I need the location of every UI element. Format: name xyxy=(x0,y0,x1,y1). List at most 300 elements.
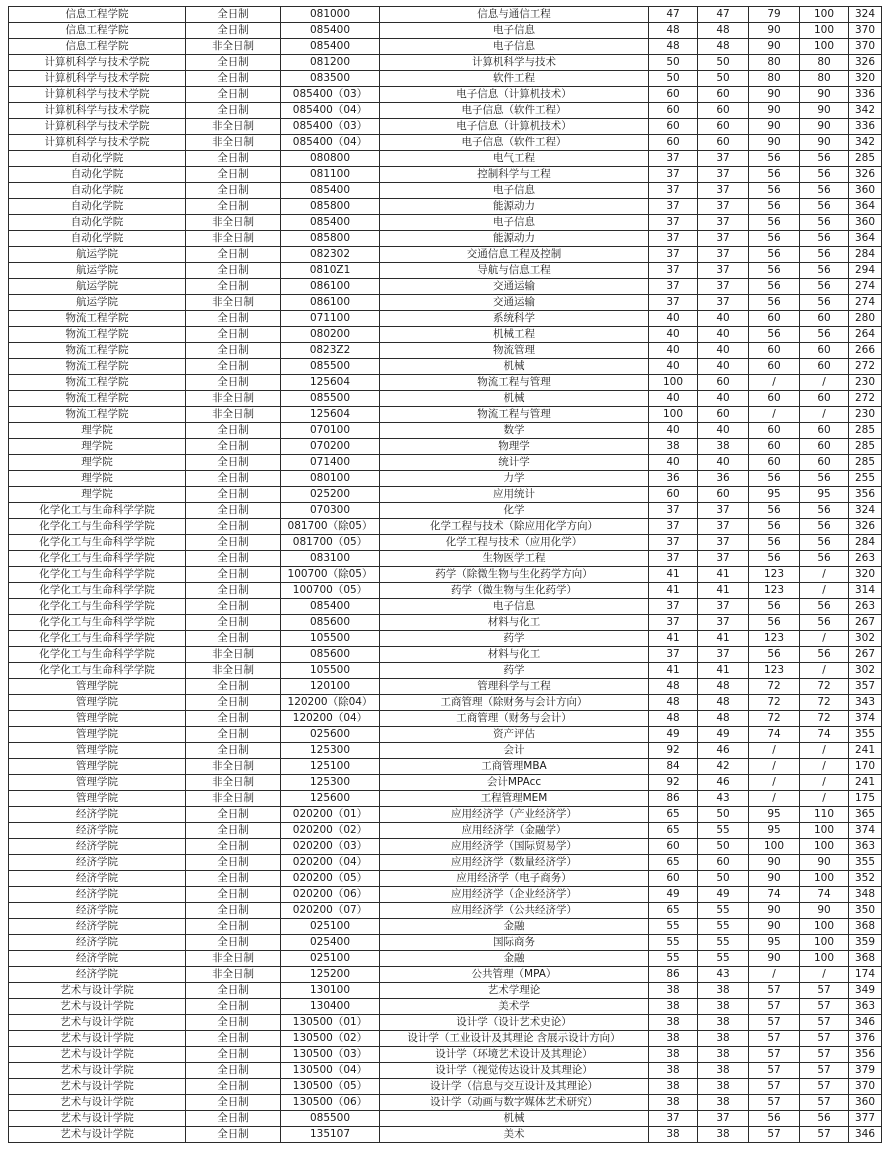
score-cell-1: 50 xyxy=(649,71,698,87)
score-cell-4: 56 xyxy=(800,199,849,215)
score-cell-1: 37 xyxy=(649,615,698,631)
major-code-cell: 081000 xyxy=(281,7,380,23)
total-score-cell: 174 xyxy=(849,967,882,983)
score-cell-4: 56 xyxy=(800,263,849,279)
table-row xyxy=(9,535,882,551)
college-cell: 化学化工与生命科学学院 xyxy=(9,551,186,567)
table-row xyxy=(9,23,882,39)
score-cell-1: 38 xyxy=(649,439,698,455)
table-row xyxy=(9,103,882,119)
study-mode-cell: 全日制 xyxy=(186,375,281,391)
score-cell-2: 38 xyxy=(698,1095,749,1111)
score-cell-2: 40 xyxy=(698,455,749,471)
score-cell-4: 90 xyxy=(800,87,849,103)
table-row xyxy=(9,1111,882,1127)
major-code-cell: 085600 xyxy=(281,615,380,631)
score-cell-1: 40 xyxy=(649,343,698,359)
study-mode-cell: 全日制 xyxy=(186,1015,281,1031)
score-cell-3: 57 xyxy=(749,1095,800,1111)
major-code-cell: 071400 xyxy=(281,455,380,471)
score-cell-2: 60 xyxy=(698,407,749,423)
score-cell-2: 38 xyxy=(698,1079,749,1095)
score-cell-3: 56 xyxy=(749,599,800,615)
score-cell-3: 90 xyxy=(749,855,800,871)
major-code-cell: 086100 xyxy=(281,295,380,311)
table-row xyxy=(9,7,882,23)
score-cell-1: 37 xyxy=(649,263,698,279)
table-row xyxy=(9,1127,882,1143)
college-cell: 艺术与设计学院 xyxy=(9,1047,186,1063)
study-mode-cell: 全日制 xyxy=(186,359,281,375)
major-name-cell: 电气工程 xyxy=(380,151,649,167)
score-cell-3: 90 xyxy=(749,871,800,887)
total-score-cell: 170 xyxy=(849,759,882,775)
score-cell-4: 56 xyxy=(800,471,849,487)
total-score-cell: 346 xyxy=(849,1015,882,1031)
college-cell: 经济学院 xyxy=(9,823,186,839)
total-score-cell: 360 xyxy=(849,215,882,231)
score-cell-1: 55 xyxy=(649,919,698,935)
score-cell-1: 60 xyxy=(649,839,698,855)
score-cell-1: 41 xyxy=(649,663,698,679)
score-cell-4: 57 xyxy=(800,983,849,999)
study-mode-cell: 全日制 xyxy=(186,1047,281,1063)
table-row xyxy=(9,759,882,775)
table-row xyxy=(9,583,882,599)
study-mode-cell: 全日制 xyxy=(186,1127,281,1143)
score-cell-1: 60 xyxy=(649,87,698,103)
major-code-cell: 085400（04） xyxy=(281,103,380,119)
total-score-cell: 346 xyxy=(849,1127,882,1143)
college-cell: 管理学院 xyxy=(9,695,186,711)
major-name-cell: 材料与化工 xyxy=(380,647,649,663)
score-cell-3: 60 xyxy=(749,391,800,407)
table-row xyxy=(9,599,882,615)
score-cell-3: 56 xyxy=(749,1111,800,1127)
score-cell-1: 86 xyxy=(649,791,698,807)
total-score-cell: 314 xyxy=(849,583,882,599)
score-cell-2: 60 xyxy=(698,103,749,119)
score-cell-2: 37 xyxy=(698,647,749,663)
study-mode-cell: 全日制 xyxy=(186,343,281,359)
score-cell-3: 57 xyxy=(749,1127,800,1143)
score-cell-1: 38 xyxy=(649,1047,698,1063)
table-row xyxy=(9,967,882,983)
score-cell-2: 50 xyxy=(698,55,749,71)
major-name-cell: 资产评估 xyxy=(380,727,649,743)
college-cell: 化学化工与生命科学学院 xyxy=(9,615,186,631)
study-mode-cell: 全日制 xyxy=(186,7,281,23)
total-score-cell: 359 xyxy=(849,935,882,951)
college-cell: 经济学院 xyxy=(9,871,186,887)
score-cell-4: 100 xyxy=(800,871,849,887)
college-cell: 化学化工与生命科学学院 xyxy=(9,631,186,647)
major-code-cell: 105500 xyxy=(281,663,380,679)
college-cell: 艺术与设计学院 xyxy=(9,983,186,999)
major-name-cell: 物流工程与管理 xyxy=(380,375,649,391)
major-code-cell: 081700（05） xyxy=(281,535,380,551)
college-cell: 计算机科学与技术学院 xyxy=(9,103,186,119)
major-code-cell: 085500 xyxy=(281,359,380,375)
major-name-cell: 电子信息（软件工程） xyxy=(380,135,649,151)
major-code-cell: 085400 xyxy=(281,215,380,231)
study-mode-cell: 全日制 xyxy=(186,855,281,871)
score-cell-2: 38 xyxy=(698,1031,749,1047)
college-cell: 自动化学院 xyxy=(9,231,186,247)
score-cell-4: 72 xyxy=(800,679,849,695)
score-cell-1: 49 xyxy=(649,887,698,903)
score-cell-1: 60 xyxy=(649,871,698,887)
college-cell: 自动化学院 xyxy=(9,151,186,167)
college-cell: 航运学院 xyxy=(9,279,186,295)
college-cell: 经济学院 xyxy=(9,839,186,855)
score-cell-2: 38 xyxy=(698,1063,749,1079)
college-cell: 经济学院 xyxy=(9,903,186,919)
major-name-cell: 电子信息 xyxy=(380,23,649,39)
total-score-cell: 320 xyxy=(849,71,882,87)
score-cell-4: 100 xyxy=(800,39,849,55)
total-score-cell: 267 xyxy=(849,615,882,631)
score-cell-1: 38 xyxy=(649,999,698,1015)
study-mode-cell: 全日制 xyxy=(186,871,281,887)
major-code-cell: 020200（06） xyxy=(281,887,380,903)
major-name-cell: 艺术学理论 xyxy=(380,983,649,999)
score-cell-3: 60 xyxy=(749,311,800,327)
college-cell: 管理学院 xyxy=(9,791,186,807)
major-name-cell: 数学 xyxy=(380,423,649,439)
score-cell-3: 100 xyxy=(749,839,800,855)
college-cell: 理学院 xyxy=(9,487,186,503)
major-code-cell: 071100 xyxy=(281,311,380,327)
score-cell-2: 55 xyxy=(698,951,749,967)
score-cell-3: 60 xyxy=(749,423,800,439)
college-cell: 物流工程学院 xyxy=(9,311,186,327)
table-row xyxy=(9,1095,882,1111)
total-score-cell: 230 xyxy=(849,375,882,391)
score-cell-1: 49 xyxy=(649,727,698,743)
score-cell-3: 74 xyxy=(749,727,800,743)
college-cell: 经济学院 xyxy=(9,919,186,935)
score-cell-3: 90 xyxy=(749,23,800,39)
score-cell-4: 56 xyxy=(800,519,849,535)
college-cell: 经济学院 xyxy=(9,855,186,871)
table-row xyxy=(9,455,882,471)
score-cell-1: 65 xyxy=(649,823,698,839)
major-code-cell: 0810Z1 xyxy=(281,263,380,279)
table-row xyxy=(9,1063,882,1079)
score-cell-3: 123 xyxy=(749,631,800,647)
score-cell-2: 50 xyxy=(698,807,749,823)
table-row xyxy=(9,839,882,855)
score-cell-1: 38 xyxy=(649,1015,698,1031)
major-code-cell: 020200（04） xyxy=(281,855,380,871)
major-name-cell: 机械工程 xyxy=(380,327,649,343)
study-mode-cell: 全日制 xyxy=(186,903,281,919)
major-name-cell: 统计学 xyxy=(380,455,649,471)
score-cell-2: 48 xyxy=(698,39,749,55)
total-score-cell: 175 xyxy=(849,791,882,807)
major-code-cell: 025100 xyxy=(281,919,380,935)
total-score-cell: 324 xyxy=(849,7,882,23)
major-name-cell: 金融 xyxy=(380,951,649,967)
score-cell-3: 57 xyxy=(749,983,800,999)
score-cell-4: 100 xyxy=(800,951,849,967)
major-name-cell: 物流管理 xyxy=(380,343,649,359)
table-row xyxy=(9,935,882,951)
major-code-cell: 120100 xyxy=(281,679,380,695)
major-name-cell: 药学 xyxy=(380,663,649,679)
major-name-cell: 公共管理（MPA） xyxy=(380,967,649,983)
score-cell-2: 38 xyxy=(698,1047,749,1063)
major-code-cell: 130500（04） xyxy=(281,1063,380,1079)
total-score-cell: 364 xyxy=(849,199,882,215)
score-cell-4: 90 xyxy=(800,855,849,871)
total-score-cell: 365 xyxy=(849,807,882,823)
score-cell-2: 37 xyxy=(698,551,749,567)
study-mode-cell: 全日制 xyxy=(186,983,281,999)
major-name-cell: 应用经济学（金融学） xyxy=(380,823,649,839)
major-code-cell: 125600 xyxy=(281,791,380,807)
score-cell-2: 38 xyxy=(698,983,749,999)
score-cell-3: 56 xyxy=(749,327,800,343)
college-cell: 艺术与设计学院 xyxy=(9,999,186,1015)
score-cell-2: 48 xyxy=(698,695,749,711)
score-cell-4: 57 xyxy=(800,1127,849,1143)
study-mode-cell: 全日制 xyxy=(186,679,281,695)
table-row xyxy=(9,615,882,631)
total-score-cell: 368 xyxy=(849,951,882,967)
score-cell-3: 90 xyxy=(749,919,800,935)
college-cell: 物流工程学院 xyxy=(9,375,186,391)
score-cell-1: 60 xyxy=(649,135,698,151)
score-cell-3: / xyxy=(749,775,800,791)
score-cell-4: 56 xyxy=(800,231,849,247)
study-mode-cell: 全日制 xyxy=(186,71,281,87)
score-cell-4: 80 xyxy=(800,55,849,71)
score-cell-1: 37 xyxy=(649,519,698,535)
total-score-cell: 355 xyxy=(849,855,882,871)
score-cell-2: 37 xyxy=(698,295,749,311)
major-code-cell: 070200 xyxy=(281,439,380,455)
score-cell-4: / xyxy=(800,407,849,423)
score-cell-2: 55 xyxy=(698,919,749,935)
major-code-cell: 130100 xyxy=(281,983,380,999)
study-mode-cell: 全日制 xyxy=(186,551,281,567)
total-score-cell: 348 xyxy=(849,887,882,903)
study-mode-cell: 全日制 xyxy=(186,535,281,551)
study-mode-cell: 非全日制 xyxy=(186,951,281,967)
major-code-cell: 130500（05） xyxy=(281,1079,380,1095)
table-row xyxy=(9,791,882,807)
college-cell: 计算机科学与技术学院 xyxy=(9,119,186,135)
score-cell-3: 56 xyxy=(749,167,800,183)
college-cell: 经济学院 xyxy=(9,967,186,983)
college-cell: 计算机科学与技术学院 xyxy=(9,87,186,103)
major-code-cell: 025400 xyxy=(281,935,380,951)
total-score-cell: 336 xyxy=(849,87,882,103)
total-score-cell: 363 xyxy=(849,999,882,1015)
college-cell: 理学院 xyxy=(9,439,186,455)
major-name-cell: 应用经济学（国际贸易学） xyxy=(380,839,649,855)
score-cell-1: 100 xyxy=(649,375,698,391)
table-row xyxy=(9,407,882,423)
major-name-cell: 能源动力 xyxy=(380,231,649,247)
college-cell: 管理学院 xyxy=(9,711,186,727)
study-mode-cell: 全日制 xyxy=(186,727,281,743)
score-cell-4: 100 xyxy=(800,23,849,39)
score-cell-4: 100 xyxy=(800,7,849,23)
college-cell: 计算机科学与技术学院 xyxy=(9,55,186,71)
score-cell-2: 37 xyxy=(698,247,749,263)
score-cell-1: 60 xyxy=(649,103,698,119)
study-mode-cell: 全日制 xyxy=(186,471,281,487)
score-cell-2: 48 xyxy=(698,23,749,39)
college-cell: 艺术与设计学院 xyxy=(9,1079,186,1095)
score-cell-1: 37 xyxy=(649,199,698,215)
score-cell-2: 37 xyxy=(698,167,749,183)
major-name-cell: 交通运输 xyxy=(380,295,649,311)
study-mode-cell: 全日制 xyxy=(186,279,281,295)
major-code-cell: 025600 xyxy=(281,727,380,743)
score-cell-3: 79 xyxy=(749,7,800,23)
major-name-cell: 应用经济学（电子商务） xyxy=(380,871,649,887)
major-code-cell: 083500 xyxy=(281,71,380,87)
major-name-cell: 化学工程与技术（应用化学） xyxy=(380,535,649,551)
college-cell: 化学化工与生命科学学院 xyxy=(9,519,186,535)
score-cell-4: 60 xyxy=(800,391,849,407)
major-code-cell: 085500 xyxy=(281,391,380,407)
total-score-cell: 241 xyxy=(849,775,882,791)
score-cell-4: 60 xyxy=(800,343,849,359)
total-score-cell: 302 xyxy=(849,663,882,679)
major-code-cell: 070100 xyxy=(281,423,380,439)
study-mode-cell: 全日制 xyxy=(186,1079,281,1095)
major-name-cell: 应用经济学（数量经济学） xyxy=(380,855,649,871)
major-name-cell: 机械 xyxy=(380,391,649,407)
score-cell-3: / xyxy=(749,791,800,807)
total-score-cell: 274 xyxy=(849,279,882,295)
total-score-cell: 302 xyxy=(849,631,882,647)
college-cell: 航运学院 xyxy=(9,295,186,311)
major-name-cell: 电子信息 xyxy=(380,183,649,199)
table-row xyxy=(9,423,882,439)
score-cell-1: 37 xyxy=(649,231,698,247)
score-cell-3: 56 xyxy=(749,247,800,263)
total-score-cell: 370 xyxy=(849,1079,882,1095)
score-cell-3: 60 xyxy=(749,359,800,375)
score-cell-4: 56 xyxy=(800,615,849,631)
study-mode-cell: 全日制 xyxy=(186,807,281,823)
score-cell-3: 60 xyxy=(749,439,800,455)
major-code-cell: 085600 xyxy=(281,647,380,663)
score-cell-3: 90 xyxy=(749,135,800,151)
study-mode-cell: 全日制 xyxy=(186,615,281,631)
major-name-cell: 材料与化工 xyxy=(380,615,649,631)
score-cell-4: / xyxy=(800,663,849,679)
score-cell-2: 60 xyxy=(698,855,749,871)
score-cell-2: 37 xyxy=(698,151,749,167)
study-mode-cell: 全日制 xyxy=(186,919,281,935)
college-cell: 化学化工与生命科学学院 xyxy=(9,583,186,599)
score-cell-3: 74 xyxy=(749,887,800,903)
score-cell-3: 80 xyxy=(749,55,800,71)
college-cell: 艺术与设计学院 xyxy=(9,1063,186,1079)
major-name-cell: 应用经济学（产业经济学） xyxy=(380,807,649,823)
study-mode-cell: 非全日制 xyxy=(186,407,281,423)
score-cell-3: / xyxy=(749,375,800,391)
score-cell-3: / xyxy=(749,759,800,775)
table-row xyxy=(9,567,882,583)
total-score-cell: 280 xyxy=(849,311,882,327)
score-cell-3: / xyxy=(749,967,800,983)
major-name-cell: 电子信息（软件工程） xyxy=(380,103,649,119)
score-cell-2: 37 xyxy=(698,503,749,519)
score-cell-3: 95 xyxy=(749,823,800,839)
score-cell-3: 56 xyxy=(749,647,800,663)
major-code-cell: 130500（02） xyxy=(281,1031,380,1047)
major-code-cell: 100700（除05） xyxy=(281,567,380,583)
score-cell-4: 57 xyxy=(800,1063,849,1079)
major-code-cell: 081700（除05） xyxy=(281,519,380,535)
table-row xyxy=(9,375,882,391)
table-row xyxy=(9,55,882,71)
score-cell-4: 56 xyxy=(800,647,849,663)
major-code-cell: 120200（除04） xyxy=(281,695,380,711)
score-cell-3: 90 xyxy=(749,119,800,135)
total-score-cell: 370 xyxy=(849,23,882,39)
college-cell: 艺术与设计学院 xyxy=(9,1127,186,1143)
score-cell-1: 92 xyxy=(649,743,698,759)
major-name-cell: 美术 xyxy=(380,1127,649,1143)
score-cell-4: 60 xyxy=(800,423,849,439)
major-code-cell: 135107 xyxy=(281,1127,380,1143)
major-code-cell: 085400 xyxy=(281,39,380,55)
score-cell-1: 65 xyxy=(649,807,698,823)
total-score-cell: 324 xyxy=(849,503,882,519)
major-name-cell: 化学工程与技术（除应用化学方向） xyxy=(380,519,649,535)
major-name-cell: 会计 xyxy=(380,743,649,759)
college-cell: 物流工程学院 xyxy=(9,327,186,343)
score-cell-1: 48 xyxy=(649,679,698,695)
table-row xyxy=(9,727,882,743)
table-row xyxy=(9,343,882,359)
score-cell-4: 56 xyxy=(800,279,849,295)
major-code-cell: 085800 xyxy=(281,231,380,247)
study-mode-cell: 非全日制 xyxy=(186,391,281,407)
major-name-cell: 系统科学 xyxy=(380,311,649,327)
college-cell: 经济学院 xyxy=(9,887,186,903)
score-cell-1: 84 xyxy=(649,759,698,775)
table-row xyxy=(9,983,882,999)
score-cell-4: 100 xyxy=(800,823,849,839)
major-name-cell: 设计学（设计艺术史论） xyxy=(380,1015,649,1031)
score-cell-1: 100 xyxy=(649,407,698,423)
score-cell-4: 56 xyxy=(800,1111,849,1127)
score-cell-1: 48 xyxy=(649,23,698,39)
study-mode-cell: 全日制 xyxy=(186,23,281,39)
table-row xyxy=(9,439,882,455)
college-cell: 理学院 xyxy=(9,455,186,471)
score-cell-3: 72 xyxy=(749,711,800,727)
score-cell-2: 50 xyxy=(698,839,749,855)
score-cell-1: 37 xyxy=(649,647,698,663)
major-name-cell: 工商管理MBA xyxy=(380,759,649,775)
college-cell: 化学化工与生命科学学院 xyxy=(9,663,186,679)
major-code-cell: 125100 xyxy=(281,759,380,775)
score-cell-3: / xyxy=(749,743,800,759)
score-cell-3: 56 xyxy=(749,151,800,167)
score-cell-2: 55 xyxy=(698,903,749,919)
